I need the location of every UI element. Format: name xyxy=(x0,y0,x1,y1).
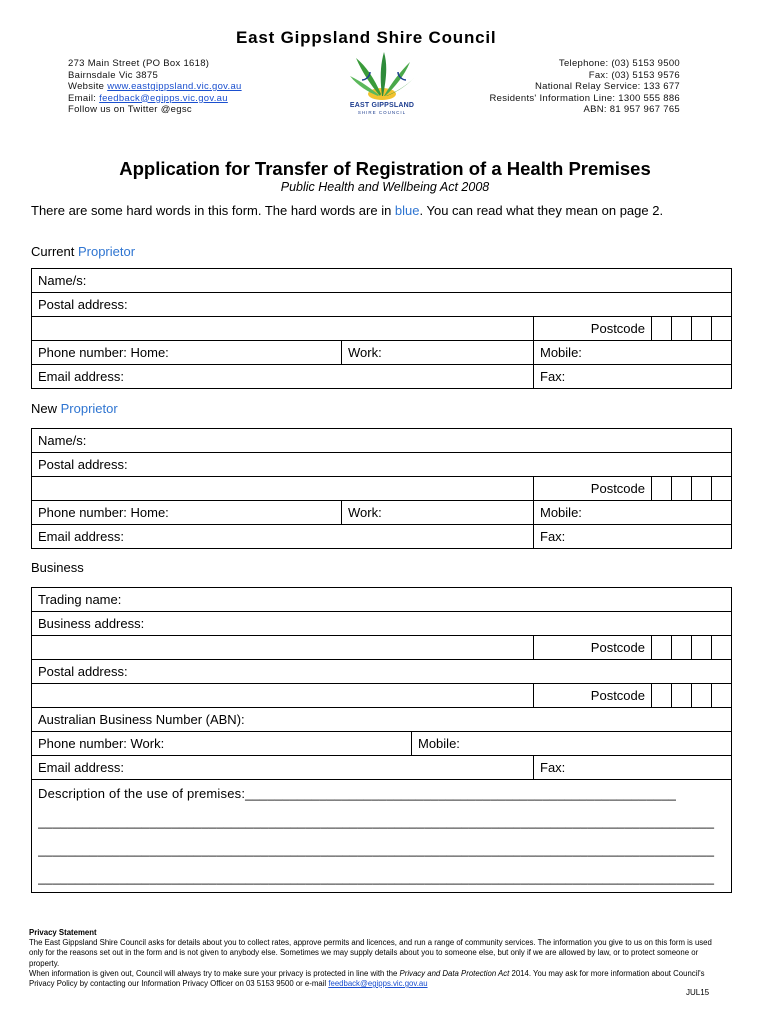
privacy-line2-prefix: When information is given out, Council will always try to make sure your privacy is protected in line with the xyxy=(29,968,400,978)
fax-line: Fax: (03) 5153 9576 xyxy=(588,69,680,81)
logo-text: EAST GIPPSLAND xyxy=(349,102,415,109)
business-postcode-box[interactable] xyxy=(672,636,692,660)
current-phone-home-field[interactable]: Phone number: Home: xyxy=(32,341,342,365)
trading-name-field[interactable]: Trading name: xyxy=(32,588,732,612)
business-table xyxy=(31,587,732,893)
new-proprietor-table xyxy=(31,428,732,549)
website-prefix: Website xyxy=(68,81,108,92)
council-name: East Gippsland Shire Council xyxy=(236,28,497,47)
new-phone-home-field[interactable]: Phone number: Home: xyxy=(32,501,342,525)
new-work-field[interactable]: Work: xyxy=(342,501,534,525)
business-postcode-label: Postcode xyxy=(534,636,652,660)
business-postal-postcode-box[interactable] xyxy=(652,684,672,708)
business-email-field[interactable]: Email address: xyxy=(32,756,534,780)
privacy-line2-suffix: 2014. You may ask for more information about Council's Privacy Policy by contacting our Information Privacy Officer on 03 5153 9500 or e-mail xyxy=(29,968,705,989)
current-postcode-box[interactable] xyxy=(672,317,692,341)
email-link[interactable]: feedback@egipps.vic.gov.au xyxy=(99,92,228,104)
business-postal-postcode-label: Postcode xyxy=(534,684,652,708)
new-proprietor-label xyxy=(31,401,118,416)
new-postcode-box[interactable] xyxy=(652,477,672,501)
business-fax-field[interactable]: Fax: xyxy=(534,756,732,780)
business-postal-postcode-box[interactable] xyxy=(712,684,732,708)
current-names-field[interactable]: Name/s: xyxy=(32,269,732,293)
business-postcode-box[interactable] xyxy=(712,636,732,660)
document-code: JUL15 xyxy=(686,988,710,997)
address-line: 273 Main Street (PO Box 1618) xyxy=(68,58,210,69)
email-prefix: Email: xyxy=(68,92,100,104)
council-contact-right xyxy=(489,58,680,116)
new-label-blue: Proprietor xyxy=(60,401,118,416)
residents-line: Residents' Information Line: 1300 555 886 xyxy=(489,92,680,104)
current-postcode-box[interactable] xyxy=(712,317,732,341)
current-label-prefix: Current xyxy=(31,244,78,259)
document-title: Application for Transfer of Registration of a Health Premises xyxy=(119,158,651,179)
relay-line: National Relay Service: 133 677 xyxy=(534,81,680,92)
logo-subtext: SHIRE COUNCIL xyxy=(357,110,407,115)
current-proprietor-label xyxy=(31,244,135,259)
description-line-2: ___________________________________________________________________________________________ xyxy=(38,842,715,857)
privacy-title: Privacy Statement xyxy=(29,928,97,937)
current-fax-field[interactable]: Fax: xyxy=(534,365,732,389)
description-line-3: ___________________________________________________________________________________________ xyxy=(38,870,715,885)
business-postal-address-field[interactable]: Postal address: xyxy=(32,660,732,684)
website-line xyxy=(68,81,242,93)
council-contact-left xyxy=(68,58,242,116)
current-postcode-label: Postcode xyxy=(534,317,652,341)
current-proprietor-table xyxy=(31,268,732,389)
current-postcode-box[interactable] xyxy=(652,317,672,341)
city-line: Bairnsdale Vic 3875 xyxy=(68,69,159,81)
intro-blue-word: blue xyxy=(394,203,420,218)
website-link[interactable]: www.eastgippsland.vic.gov.au xyxy=(107,81,242,92)
new-mobile-field[interactable]: Mobile: xyxy=(534,501,732,525)
new-postcode-box[interactable] xyxy=(692,477,712,501)
privacy-email-link[interactable]: feedback@egipps.vic.gov.au xyxy=(328,979,428,989)
business-address-line2-field[interactable] xyxy=(32,636,534,660)
new-postal-field[interactable]: Postal address: xyxy=(32,453,732,477)
new-postcode-label: Postcode xyxy=(534,477,652,501)
description-line-1: ___________________________________________________________________________________________ xyxy=(38,814,715,829)
email-line xyxy=(68,93,242,105)
document-subtitle: Public Health and Wellbeing Act 2008 xyxy=(280,180,490,194)
business-postcode-box[interactable] xyxy=(692,636,712,660)
description-label: Description of the use of premises:__________________________________________________________ xyxy=(38,786,677,801)
privacy-paragraph-1: The East Gippsland Shire Council asks for details about you to collect rates, approve permits and licences, and run a range of community services. The information you give to us on this form is used only for the reasons set out in the form and is not given to anybody else. Sometimes we may supply details about you to someone else, but only if we are allowed by law, or to protect someone or property. xyxy=(29,938,712,968)
business-postal-line2-field[interactable] xyxy=(32,684,534,708)
business-postal-postcode-box[interactable] xyxy=(672,684,692,708)
new-label-prefix: New xyxy=(31,401,61,416)
new-postcode-box[interactable] xyxy=(672,477,692,501)
abn-line: ABN: 81 957 967 765 xyxy=(583,104,680,115)
business-label: Business xyxy=(31,560,84,575)
new-postal-line2-field[interactable] xyxy=(32,477,534,501)
current-mobile-field[interactable]: Mobile: xyxy=(534,341,732,365)
telephone-line: Telephone: (03) 5153 9500 xyxy=(558,58,680,69)
privacy-act-name: Privacy and Data Protection Act xyxy=(399,968,510,978)
current-postal-line2-field[interactable] xyxy=(32,317,534,341)
business-mobile-field[interactable]: Mobile: xyxy=(412,732,732,756)
current-postcode-box[interactable] xyxy=(692,317,712,341)
privacy-statement xyxy=(29,928,721,989)
current-label-blue: Proprietor xyxy=(77,244,136,259)
intro-part1: There are some hard words in this form. The hard words are in xyxy=(31,203,395,218)
new-postcode-box[interactable] xyxy=(712,477,732,501)
new-email-field[interactable]: Email address: xyxy=(32,525,534,549)
privacy-paragraph-2 xyxy=(29,969,721,989)
premises-description-field[interactable] xyxy=(32,780,732,893)
twitter-line: Follow us on Twitter @egsc xyxy=(68,104,192,115)
intro-text xyxy=(31,203,701,219)
intro-part2: . You can read what they mean on page 2. xyxy=(419,203,664,218)
business-postcode-box[interactable] xyxy=(652,636,672,660)
current-email-field[interactable]: Email address: xyxy=(32,365,534,389)
business-phone-work-field[interactable]: Phone number: Work: xyxy=(32,732,412,756)
current-work-field[interactable]: Work: xyxy=(342,341,534,365)
business-address-field[interactable]: Business address: xyxy=(32,612,732,636)
business-postal-postcode-box[interactable] xyxy=(692,684,712,708)
new-fax-field[interactable]: Fax: xyxy=(534,525,732,549)
current-postal-field[interactable]: Postal address: xyxy=(32,293,732,317)
new-names-field[interactable]: Name/s: xyxy=(32,429,732,453)
abn-field[interactable]: Australian Business Number (ABN): xyxy=(32,708,732,732)
